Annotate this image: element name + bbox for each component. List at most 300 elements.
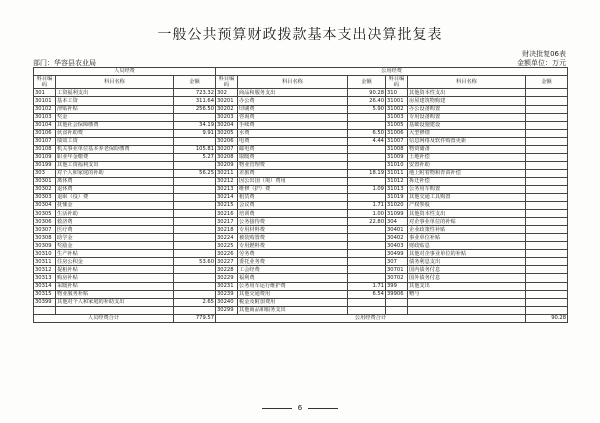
col-amount: 金额 <box>348 76 386 89</box>
amount-cell: 2.65 <box>174 298 216 306</box>
code-cell: 30103 <box>34 113 56 121</box>
amount-cell <box>526 210 568 218</box>
name-cell: 国外债务付息 <box>408 274 526 282</box>
amount-cell <box>174 177 216 185</box>
name-cell: 其他交通费用 <box>238 290 348 298</box>
amount-cell <box>526 202 568 210</box>
name-cell: 商品和服务支出 <box>238 89 348 97</box>
table-row <box>34 121 568 129</box>
code-cell: 30308 <box>34 234 56 242</box>
name-cell: 工资福利支出 <box>56 89 174 97</box>
code-cell: 30229 <box>216 274 238 282</box>
name-cell: 奖励金 <box>56 242 174 250</box>
table-row <box>34 169 568 177</box>
name-cell: 职业年金缴费 <box>56 153 174 161</box>
amount-cell <box>348 242 386 250</box>
amount-cell <box>526 290 568 298</box>
name-cell: 产权参股 <box>408 202 526 210</box>
name-cell: 奖金 <box>56 113 174 121</box>
table-row <box>34 105 568 113</box>
code-cell: 30313 <box>34 274 56 282</box>
name-cell: 专用燃料费 <box>238 242 348 250</box>
code-cell: 39906 <box>386 290 408 298</box>
name-cell: 物业管理费 <box>238 161 348 169</box>
code-cell: 30310 <box>34 250 56 258</box>
code-cell: 30217 <box>216 218 238 226</box>
amount-cell <box>348 306 386 314</box>
col-name: 科目名称 <box>238 76 348 89</box>
amount-cell <box>348 194 386 202</box>
code-cell: 30211 <box>216 169 238 177</box>
table-row <box>34 177 568 185</box>
table-body <box>34 89 568 314</box>
amount-cell <box>174 242 216 250</box>
name-cell: 救济费 <box>56 218 174 226</box>
amount-cell <box>174 113 216 121</box>
code-cell: 30109 <box>34 153 56 161</box>
amount-cell <box>174 266 216 274</box>
code-cell <box>386 306 408 314</box>
code-cell: 31010 <box>386 161 408 169</box>
col-code: 科目编码 <box>34 76 56 89</box>
table-row <box>34 113 568 121</box>
code-cell: 31001 <box>386 97 408 105</box>
name-cell: 信息网络及软件购置更新 <box>408 137 526 145</box>
code-cell: 30108 <box>34 145 56 153</box>
amount-cell <box>348 153 386 161</box>
amount-cell <box>526 194 568 202</box>
name-cell: 专用设备购置 <box>408 113 526 121</box>
code-cell: 30299 <box>216 306 238 314</box>
amount-cell <box>526 121 568 129</box>
col-name: 科目名称 <box>56 76 174 89</box>
amount-cell <box>174 274 216 282</box>
table-row <box>34 282 568 290</box>
code-cell: 30305 <box>34 210 56 218</box>
code-cell: 31003 <box>386 113 408 121</box>
name-cell: 基本工资 <box>56 97 174 105</box>
code-cell: 30101 <box>34 97 56 105</box>
code-cell: 30225 <box>216 242 238 250</box>
code-cell: 30307 <box>34 226 56 234</box>
amount-cell: 1.09 <box>348 185 386 193</box>
amount-cell: 1.71 <box>348 202 386 210</box>
table-row <box>34 185 568 193</box>
name-cell: 生产补贴 <box>56 250 174 258</box>
name-cell: 离休费 <box>56 177 174 185</box>
page-footer <box>0 404 600 412</box>
name-cell: 委托业务费 <box>238 258 348 266</box>
code-cell: 399 <box>386 282 408 290</box>
name-cell <box>56 306 174 314</box>
totals-row <box>34 314 568 322</box>
budget-table <box>33 67 568 323</box>
name-cell: 生活补助 <box>56 210 174 218</box>
amount-cell <box>348 274 386 282</box>
name-cell: 房屋建筑物购建 <box>408 97 526 105</box>
amount-cell <box>174 218 216 226</box>
amount-cell <box>174 137 216 145</box>
name-cell: 土地补偿 <box>408 153 526 161</box>
name-cell: 电费 <box>238 137 348 145</box>
name-cell: 对个人和家庭的补助 <box>56 169 174 177</box>
amount-cell: 9.91 <box>174 129 216 137</box>
name-cell: 专用材料费 <box>238 226 348 234</box>
code-cell: 30207 <box>216 145 238 153</box>
code-cell: 30212 <box>216 177 238 185</box>
name-cell: 办公设备购置 <box>408 105 526 113</box>
form-code: 财决批复06表 <box>522 50 566 58</box>
name-cell: 退职（役）费 <box>56 194 174 202</box>
name-cell: 其他交通工具购置 <box>408 194 526 202</box>
name-cell: 办公费 <box>238 97 348 105</box>
amount-cell <box>174 282 216 290</box>
code-cell: 30204 <box>216 121 238 129</box>
code-cell: 30209 <box>216 161 238 169</box>
footer-dash-right <box>308 408 338 409</box>
name-cell: 其他支出 <box>408 282 526 290</box>
code-cell: 30227 <box>216 258 238 266</box>
name-cell: 债务利息支出 <box>408 258 526 266</box>
amount-cell <box>174 250 216 258</box>
name-cell: 税金及附加费用 <box>238 298 348 306</box>
code-cell: 310 <box>386 89 408 97</box>
code-cell: 31008 <box>386 145 408 153</box>
table-row <box>34 274 568 282</box>
col-name: 科目名称 <box>408 76 526 89</box>
code-cell: 30239 <box>216 290 238 298</box>
amount-cell <box>348 121 386 129</box>
name-cell: 提租补贴 <box>56 266 174 274</box>
amount-cell <box>526 306 568 314</box>
amount-cell <box>526 89 568 97</box>
code-cell: 30214 <box>216 194 238 202</box>
amount-cell <box>526 145 568 153</box>
public-total-label: 公用经费合计 <box>216 314 526 322</box>
amount-cell <box>526 105 568 113</box>
name-cell: 邮电费 <box>238 145 348 153</box>
name-cell: 绩效工资 <box>56 137 174 145</box>
name-cell: 手续费 <box>238 121 348 129</box>
table-row <box>34 306 568 314</box>
code-cell: 30315 <box>34 290 56 298</box>
code-cell: 31002 <box>386 105 408 113</box>
table-row <box>34 258 568 266</box>
amount-cell <box>526 153 568 161</box>
table-row <box>34 266 568 274</box>
name-cell: 公务接待费 <box>238 218 348 226</box>
amount-cell <box>526 242 568 250</box>
amount-cell <box>526 137 568 145</box>
amount-cell <box>174 226 216 234</box>
name-cell: 安置补助 <box>408 161 526 169</box>
amount-cell: 5.27 <box>174 153 216 161</box>
name-cell: 水费 <box>238 129 348 137</box>
code-cell <box>34 306 56 314</box>
name-cell: 基础设施建设 <box>408 121 526 129</box>
code-cell <box>386 298 408 306</box>
code-cell: 30302 <box>34 185 56 193</box>
code-cell: 31009 <box>386 153 408 161</box>
name-cell: 租赁费 <box>238 194 348 202</box>
code-cell: 30102 <box>34 105 56 113</box>
name-cell: 物资储备 <box>408 145 526 153</box>
name-cell: 机关事业单位基本养老保险缴费 <box>56 145 174 153</box>
amount-cell <box>174 306 216 314</box>
code-cell: 301 <box>34 89 56 97</box>
amount-cell <box>526 266 568 274</box>
code-cell: 30203 <box>216 113 238 121</box>
amount-cell <box>174 210 216 218</box>
page-number: 6 <box>297 404 303 412</box>
code-cell: 30224 <box>216 234 238 242</box>
amount-cell: 1.00 <box>348 210 386 218</box>
code-cell: 304 <box>386 218 408 226</box>
footer-dash-left <box>262 408 292 409</box>
code-cell: 30106 <box>34 129 56 137</box>
code-cell: 302 <box>216 89 238 97</box>
name-cell: 会议费 <box>238 202 348 210</box>
code-cell: 303 <box>34 169 56 177</box>
col-amount: 金额 <box>526 76 568 89</box>
amount-cell: 5.90 <box>348 105 386 113</box>
name-cell: 退休费 <box>56 185 174 193</box>
table-row <box>34 298 568 306</box>
table-row <box>34 194 568 202</box>
code-cell: 30304 <box>34 202 56 210</box>
name-cell: 培训费 <box>238 210 348 218</box>
code-cell: 30301 <box>34 177 56 185</box>
col-amount: 金额 <box>174 76 216 89</box>
name-cell: 抚恤金 <box>56 202 174 210</box>
name-cell: 维修（护）费 <box>238 185 348 193</box>
name-cell: 其他工资福利支出 <box>56 161 174 169</box>
amount-cell <box>174 290 216 298</box>
code-cell: 30218 <box>216 226 238 234</box>
name-cell: 其他社会保障缴费 <box>56 121 174 129</box>
name-cell: 取暖费 <box>238 153 348 161</box>
amount-cell <box>526 129 568 137</box>
name-cell: 财政贴息 <box>408 242 526 250</box>
table-row <box>34 250 568 258</box>
col-code: 科目编码 <box>216 76 238 89</box>
amount-cell <box>526 169 568 177</box>
code-cell: 31012 <box>386 177 408 185</box>
name-cell: 福利费 <box>238 274 348 282</box>
amount-cell <box>526 161 568 169</box>
code-cell: 30314 <box>34 282 56 290</box>
code-cell: 30231 <box>216 282 238 290</box>
table-row <box>34 129 568 137</box>
name-cell: 事业单位补贴 <box>408 234 526 242</box>
amount-cell: 22.80 <box>348 218 386 226</box>
code-cell: 30306 <box>34 218 56 226</box>
name-cell: 伙食补助费 <box>56 129 174 137</box>
amount-cell: 1.71 <box>348 282 386 290</box>
name-cell: 公务用车运行维护费 <box>238 282 348 290</box>
code-cell: 30208 <box>216 153 238 161</box>
table-row <box>34 137 568 145</box>
code-cell: 30228 <box>216 266 238 274</box>
name-cell: 被装购置费 <box>238 234 348 242</box>
table-row <box>34 145 568 153</box>
unit-label: 金额单位：万元 <box>517 59 566 67</box>
code-cell: 31005 <box>386 121 408 129</box>
amount-cell: 723.32 <box>174 89 216 97</box>
name-cell: 医疗费 <box>56 226 174 234</box>
name-cell: 大型修缮 <box>408 129 526 137</box>
table-row <box>34 161 568 169</box>
name-cell: 拆迁补偿 <box>408 177 526 185</box>
amount-cell <box>526 258 568 266</box>
name-cell <box>408 306 526 314</box>
code-cell: 30309 <box>34 242 56 250</box>
amount-cell <box>174 194 216 202</box>
table-row <box>34 242 568 250</box>
amount-cell <box>348 234 386 242</box>
code-cell: 30107 <box>34 137 56 145</box>
name-cell: 其他资本性支出 <box>408 210 526 218</box>
name-cell: 其他对个人和家庭的补助支出 <box>56 298 174 306</box>
code-cell: 30701 <box>386 266 408 274</box>
amount-cell <box>348 177 386 185</box>
code-cell: 31006 <box>386 129 408 137</box>
code-cell: 30199 <box>34 161 56 169</box>
amount-cell <box>526 177 568 185</box>
amount-cell: 6.54 <box>348 290 386 298</box>
name-cell: 采暖补贴 <box>56 282 174 290</box>
code-cell: 30216 <box>216 210 238 218</box>
amount-cell: 256.50 <box>174 105 216 113</box>
name-cell: 赠与 <box>408 290 526 298</box>
amount-cell: 90.28 <box>348 89 386 97</box>
name-cell: 工会经费 <box>238 266 348 274</box>
table-row <box>34 210 568 218</box>
name-cell: 企业政策性补贴 <box>408 226 526 234</box>
code-cell: 30499 <box>386 250 408 258</box>
amount-cell <box>526 218 568 226</box>
amount-cell: 56.25 <box>174 169 216 177</box>
name-cell: 差旅费 <box>238 169 348 177</box>
amount-cell <box>174 202 216 210</box>
amount-cell <box>348 145 386 153</box>
amount-cell <box>526 250 568 258</box>
code-cell: 31020 <box>386 202 408 210</box>
amount-cell <box>526 274 568 282</box>
name-cell: 咨询费 <box>238 113 348 121</box>
name-cell: 其他资本性支出 <box>408 89 526 97</box>
amount-cell <box>174 185 216 193</box>
amount-cell: 34.19 <box>174 121 216 129</box>
public-header: 公用经费 <box>216 68 568 76</box>
code-cell: 30206 <box>216 137 238 145</box>
name-cell: 住房公积金 <box>56 258 174 266</box>
amount-cell <box>174 161 216 169</box>
table-row <box>34 290 568 298</box>
name-cell: 对企事业单位的补贴 <box>408 218 526 226</box>
amount-cell <box>526 298 568 306</box>
code-cell: 30399 <box>34 298 56 306</box>
amount-cell <box>526 113 568 121</box>
amount-cell <box>348 258 386 266</box>
col-code: 科目编码 <box>386 76 408 89</box>
table-row <box>34 97 568 105</box>
table-row <box>34 153 568 161</box>
code-cell: 30201 <box>216 97 238 105</box>
amount-cell <box>348 266 386 274</box>
code-cell: 31019 <box>386 194 408 202</box>
code-cell: 30311 <box>34 258 56 266</box>
code-cell: 30402 <box>386 234 408 242</box>
name-cell: 地上附着物和青苗补偿 <box>408 169 526 177</box>
code-cell: 31007 <box>386 137 408 145</box>
amount-cell <box>348 250 386 258</box>
code-cell: 31013 <box>386 185 408 193</box>
amount-cell <box>526 234 568 242</box>
amount-cell: 18.19 <box>348 169 386 177</box>
name-cell: 因公出国（境）费用 <box>238 177 348 185</box>
table-row <box>34 234 568 242</box>
amount-cell <box>526 185 568 193</box>
personnel-total-value: 779.57 <box>174 314 216 322</box>
code-cell: 30226 <box>216 250 238 258</box>
amount-cell <box>348 113 386 121</box>
form-meta <box>517 50 566 68</box>
amount-cell: 6.50 <box>348 129 386 137</box>
amount-cell <box>348 298 386 306</box>
personnel-header: 人员经费 <box>34 68 216 76</box>
code-cell: 30104 <box>34 121 56 129</box>
amount-cell: 105.81 <box>174 145 216 153</box>
name-cell: 公务用车购置 <box>408 185 526 193</box>
code-cell: 30303 <box>34 194 56 202</box>
amount-cell: 26.40 <box>348 97 386 105</box>
name-cell: 国内债务付息 <box>408 266 526 274</box>
personnel-total-label: 人员经费合计 <box>34 314 174 322</box>
code-cell: 307 <box>386 258 408 266</box>
table-row <box>34 226 568 234</box>
amount-cell <box>348 226 386 234</box>
name-cell: 助学金 <box>56 234 174 242</box>
name-cell: 其他对企事业单位的补贴 <box>408 250 526 258</box>
amount-cell <box>526 97 568 105</box>
code-cell: 30205 <box>216 129 238 137</box>
amount-cell <box>348 161 386 169</box>
amount-cell <box>526 282 568 290</box>
name-cell: 购房补贴 <box>56 274 174 282</box>
amount-cell: 53.60 <box>174 258 216 266</box>
name-cell: 劳务费 <box>238 250 348 258</box>
name-cell: 津贴补贴 <box>56 105 174 113</box>
name-cell: 物业服务补贴 <box>56 290 174 298</box>
table-row <box>34 89 568 97</box>
amount-cell <box>526 226 568 234</box>
code-cell: 30702 <box>386 274 408 282</box>
code-cell: 30240 <box>216 298 238 306</box>
code-cell: 30312 <box>34 266 56 274</box>
public-total-value: 90.28 <box>526 314 568 322</box>
code-cell: 30403 <box>386 242 408 250</box>
code-cell: 30202 <box>216 105 238 113</box>
code-cell: 31099 <box>386 210 408 218</box>
name-cell <box>408 298 526 306</box>
table-row <box>34 202 568 210</box>
department-label: 部门：华容县农业局 <box>33 59 96 67</box>
code-cell: 31011 <box>386 169 408 177</box>
amount-cell: 4.44 <box>348 137 386 145</box>
page-title: 一般公共预算财政拨款基本支出决算批复表 <box>157 27 443 43</box>
amount-cell: 311.64 <box>174 97 216 105</box>
